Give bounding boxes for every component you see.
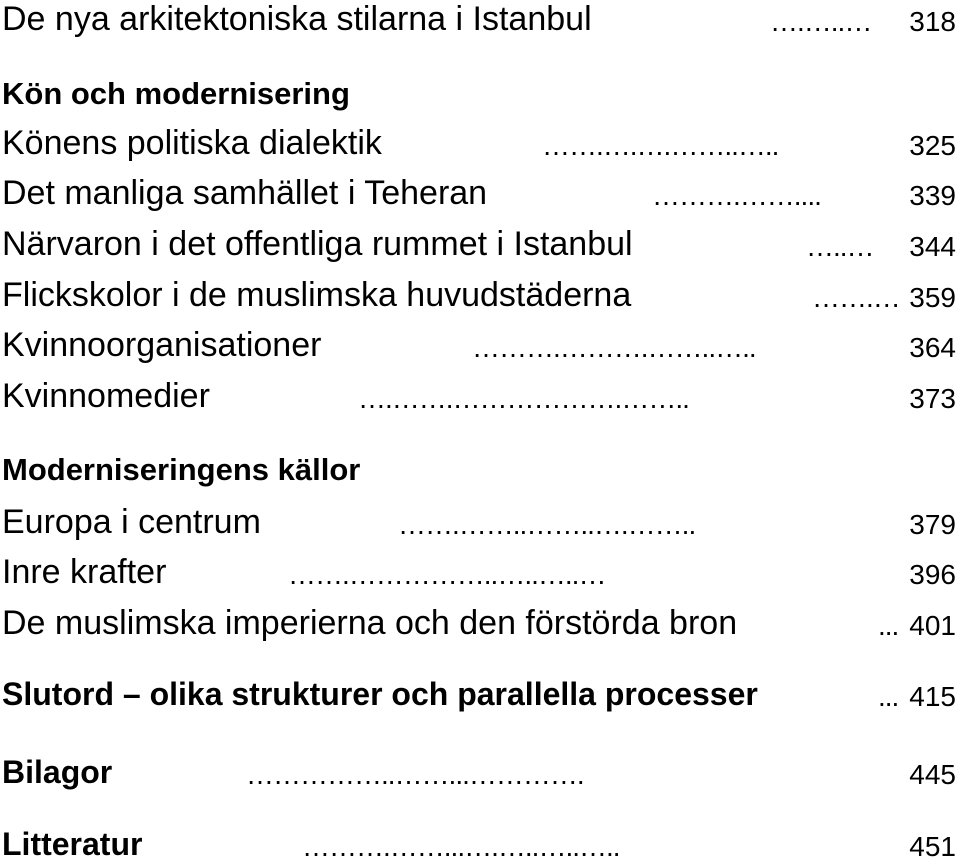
section-heading-row <box>2 76 956 116</box>
toc-dot-leader: ….…….……………….…….. <box>358 383 689 414</box>
toc-entry <box>2 0 956 40</box>
toc-page-number: 373 <box>909 383 956 414</box>
toc-entry <box>2 377 956 417</box>
toc-page-number: 415 <box>909 681 956 712</box>
toc-entry-title: Litteratur <box>2 826 143 862</box>
toc-entry-title: Närvaron i det offentliga rummet i Istanbul <box>2 225 633 263</box>
toc-entry <box>2 276 956 316</box>
toc-page-number: 359 <box>909 282 956 313</box>
toc-page-number: 318 <box>909 6 956 37</box>
toc-entry <box>2 553 956 593</box>
toc-entry <box>2 326 956 366</box>
toc-entry <box>2 174 956 214</box>
toc-page-number: 401 <box>909 610 956 641</box>
toc-dot-leader: ... <box>878 681 899 712</box>
toc-page-number: 344 <box>909 231 956 262</box>
toc-entry <box>2 826 956 863</box>
toc-entry <box>2 604 956 644</box>
toc-dot-leader: …….… <box>812 282 900 313</box>
toc-dot-leader: ... <box>878 610 899 641</box>
toc-entry-title: Könens politiska dialektik <box>2 124 382 162</box>
toc-entry-title: De muslimska imperierna och den förstörda bron <box>2 604 738 642</box>
toc-entry-title: Europa i centrum <box>2 503 261 541</box>
toc-page-number: 396 <box>909 559 956 590</box>
toc-dot-leader: …..… <box>806 231 874 262</box>
toc-dot-leader: …….……………..…..…..… <box>288 559 606 590</box>
section-heading: Kön och modernisering <box>2 76 350 111</box>
section-heading: Moderniseringens källor <box>2 452 361 487</box>
toc-entry-title: Flickskolor i de muslimska huvudstäderna <box>2 276 632 314</box>
toc-dot-leader: ……….……….……..….. <box>472 332 756 363</box>
toc-entry <box>2 225 956 265</box>
toc-page-number: 379 <box>909 509 956 540</box>
toc-dot-leader: ……….…….... <box>652 180 821 211</box>
toc-entry-title: Bilagor <box>2 754 113 790</box>
toc-page-number: 339 <box>909 180 956 211</box>
toc-entry <box>2 754 956 794</box>
toc-entry <box>2 124 956 164</box>
toc-entry <box>2 503 956 543</box>
toc-entry-title: De nya arkitektoniska stilarna i Istanbul <box>2 0 592 38</box>
toc-dot-leader: ……………..……...…………. <box>246 759 584 790</box>
section-heading-row <box>2 452 956 492</box>
toc-page-number: 325 <box>909 130 956 161</box>
toc-entry-title: Det manliga samhället i Teheran <box>2 174 488 212</box>
toc-dot-leader: ….…..… <box>770 6 872 37</box>
toc-entry-title: Inre krafter <box>2 553 167 591</box>
toc-entry-title: Kvinnomedier <box>2 377 210 415</box>
toc-dot-leader: …….……..……..….…….. <box>398 509 696 540</box>
toc-entry <box>2 676 956 716</box>
toc-page-number: 445 <box>909 759 956 790</box>
toc-entry-title: Kvinnoorganisationer <box>2 326 322 364</box>
toc-entry-title: Slutord – olika strukturer och parallella processer <box>2 676 758 712</box>
toc-dot-leader: ……….……...….…..…..….. <box>302 831 620 862</box>
toc-page-number: 364 <box>909 332 956 363</box>
toc-dot-leader: …….….….……..….. <box>542 130 779 161</box>
toc-page-number: 451 <box>909 831 956 862</box>
